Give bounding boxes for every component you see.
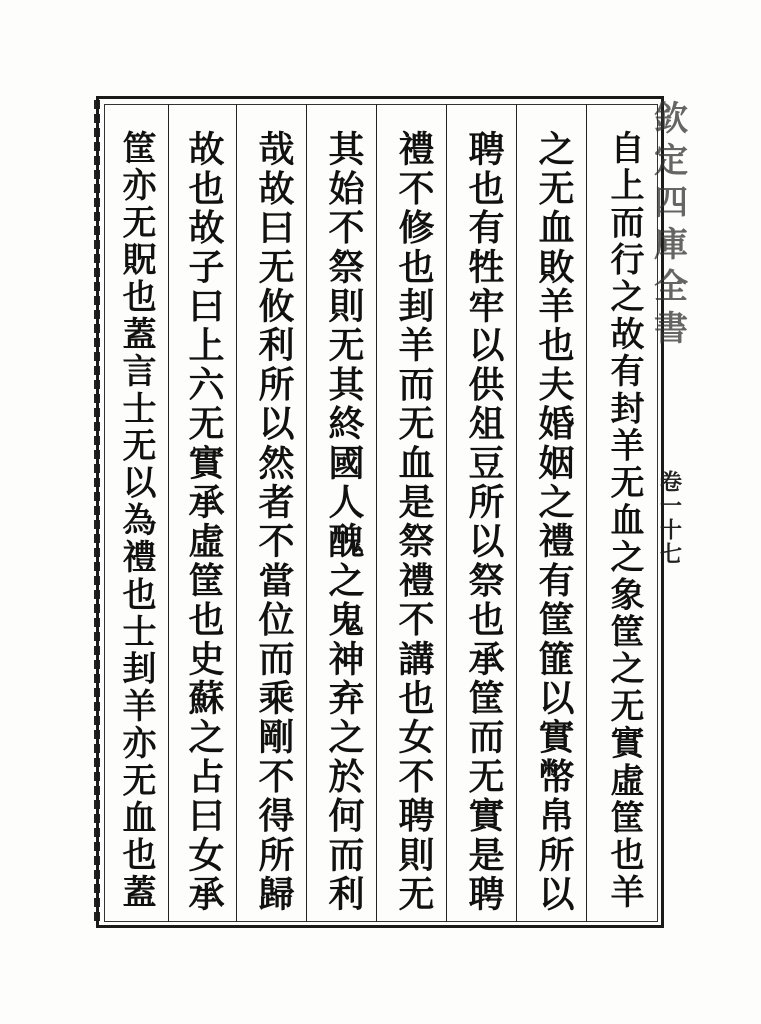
column-text: 其始不祭則无其終國人醜之鬼神弃之於何而利: [323, 130, 365, 914]
text-column-6: [246, 130, 302, 920]
column-text: 故也故子曰上六无實承虛筐也史蘇之占曰女承: [183, 130, 225, 914]
text-column-4: [386, 130, 442, 920]
column-text: 禮不修也刲羊而无血是祭禮不講也女不聘則无: [393, 130, 435, 914]
column-text: 哉故曰无攸利所以然者不當位而乘剛不得所歸: [253, 130, 295, 914]
column-text: 自上而行之故有封羊无血之象筐之无實虛筐也羊: [604, 130, 644, 912]
column-rule: [376, 104, 377, 922]
text-column-2: [526, 130, 582, 920]
text-column-7: [176, 130, 232, 920]
text-column-1: [596, 130, 652, 920]
chapter-marker: 卷一十七: [656, 470, 683, 566]
column-text: 之无血敗羊也夫婚姻之禮有筐篚以實幣帛所以: [533, 130, 575, 914]
column-rule: [516, 104, 517, 922]
column-text: 筐亦无貺也蓋言士无以為禮也士刲羊亦无血也蓋: [116, 130, 156, 912]
book-title: 欽定四庫全書: [647, 100, 688, 352]
column-rule: [306, 104, 307, 922]
column-rule: [446, 104, 447, 922]
column-rule: [586, 104, 587, 922]
column-rule: [168, 104, 169, 922]
text-column-5: [316, 130, 372, 920]
text-column-8: [108, 130, 164, 920]
column-text: 聘也有牲牢以供俎豆所以祭也承筐而无實是聘: [463, 130, 505, 914]
column-rule: [236, 104, 237, 922]
text-column-3: [456, 130, 512, 920]
chapter-marker-margin: [650, 470, 690, 590]
book-title-margin: [648, 100, 688, 400]
